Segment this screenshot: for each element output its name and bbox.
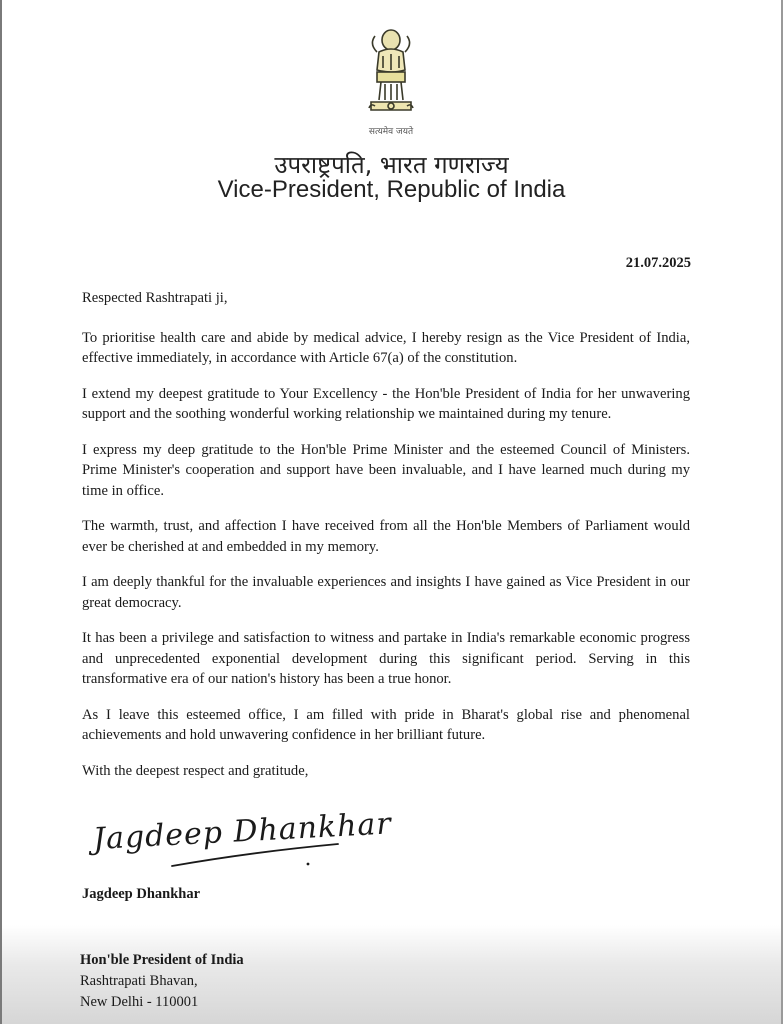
- paragraph-privilege: It has been a privilege and satisfaction to witness and partake in India's remarkable economic progress and unprecedented exponential development during this significant period. Serving in this transformative era of our nation's history has been a true honor.: [82, 630, 690, 687]
- paragraph-gratitude-president: I extend my deepest gratitude to Your Excellency - the Hon'ble President of India for her unwavering support and the soothing wonderful working relationship we maintained during my tenure.: [82, 385, 690, 422]
- letterhead-title-english: Vice-President, Republic of India: [217, 176, 566, 203]
- addressee-block: [80, 950, 244, 1013]
- paragraph-farewell: As I leave this esteemed office, I am filled with pride in Bharat's global rise and phenomenal achievements and hold unwavering confidence in her brilliant future.: [82, 706, 690, 743]
- letter-date: 21.07.2025: [625, 255, 691, 271]
- signature: Jagdeep Dhankhar: [92, 806, 393, 857]
- paragraph-gratitude-pm: I express my deep gratitude to the Hon'ble Prime Minister and the esteemed Council of Ministers. Prime Minister's cooperation and support have been invaluable, and I have learned much during my time in office.: [82, 441, 690, 499]
- paragraph-parliament: The warmth, trust, and affection I have received from all the Hon'ble Members of Parliament would ever be cherished at and embedded in my memory.: [82, 518, 690, 555]
- closing: With the deepest respect and gratitude,: [82, 762, 309, 779]
- addressee-line1: Rashtrapati Bhavan,: [80, 973, 198, 989]
- emblem-caption: सत्यमेव जयते: [368, 127, 414, 137]
- salutation: Respected Rashtrapati ji,: [82, 290, 228, 306]
- addressee-title: Hon'ble President of India: [80, 952, 244, 968]
- signature-underline: [170, 838, 340, 870]
- national-emblem-icon: [355, 22, 427, 132]
- paragraph-thankful: I am deeply thankful for the invaluable experiences and insights I have gained as Vice President in our great democracy.: [82, 574, 690, 611]
- letterhead-title-hindi: उपराष्ट्रपति, भारत गणराज्य: [274, 151, 509, 179]
- signer-name: Jagdeep Dhankhar: [82, 886, 201, 902]
- paragraph-resignation: To prioritise health care and abide by medical advice, I hereby resign as the Vice President of India, effective immediately, in accordance with Article 67(a) of the constitution.: [82, 329, 690, 366]
- addressee-line2: New Delhi - 110001: [80, 994, 199, 1010]
- letter-body: [82, 288, 690, 796]
